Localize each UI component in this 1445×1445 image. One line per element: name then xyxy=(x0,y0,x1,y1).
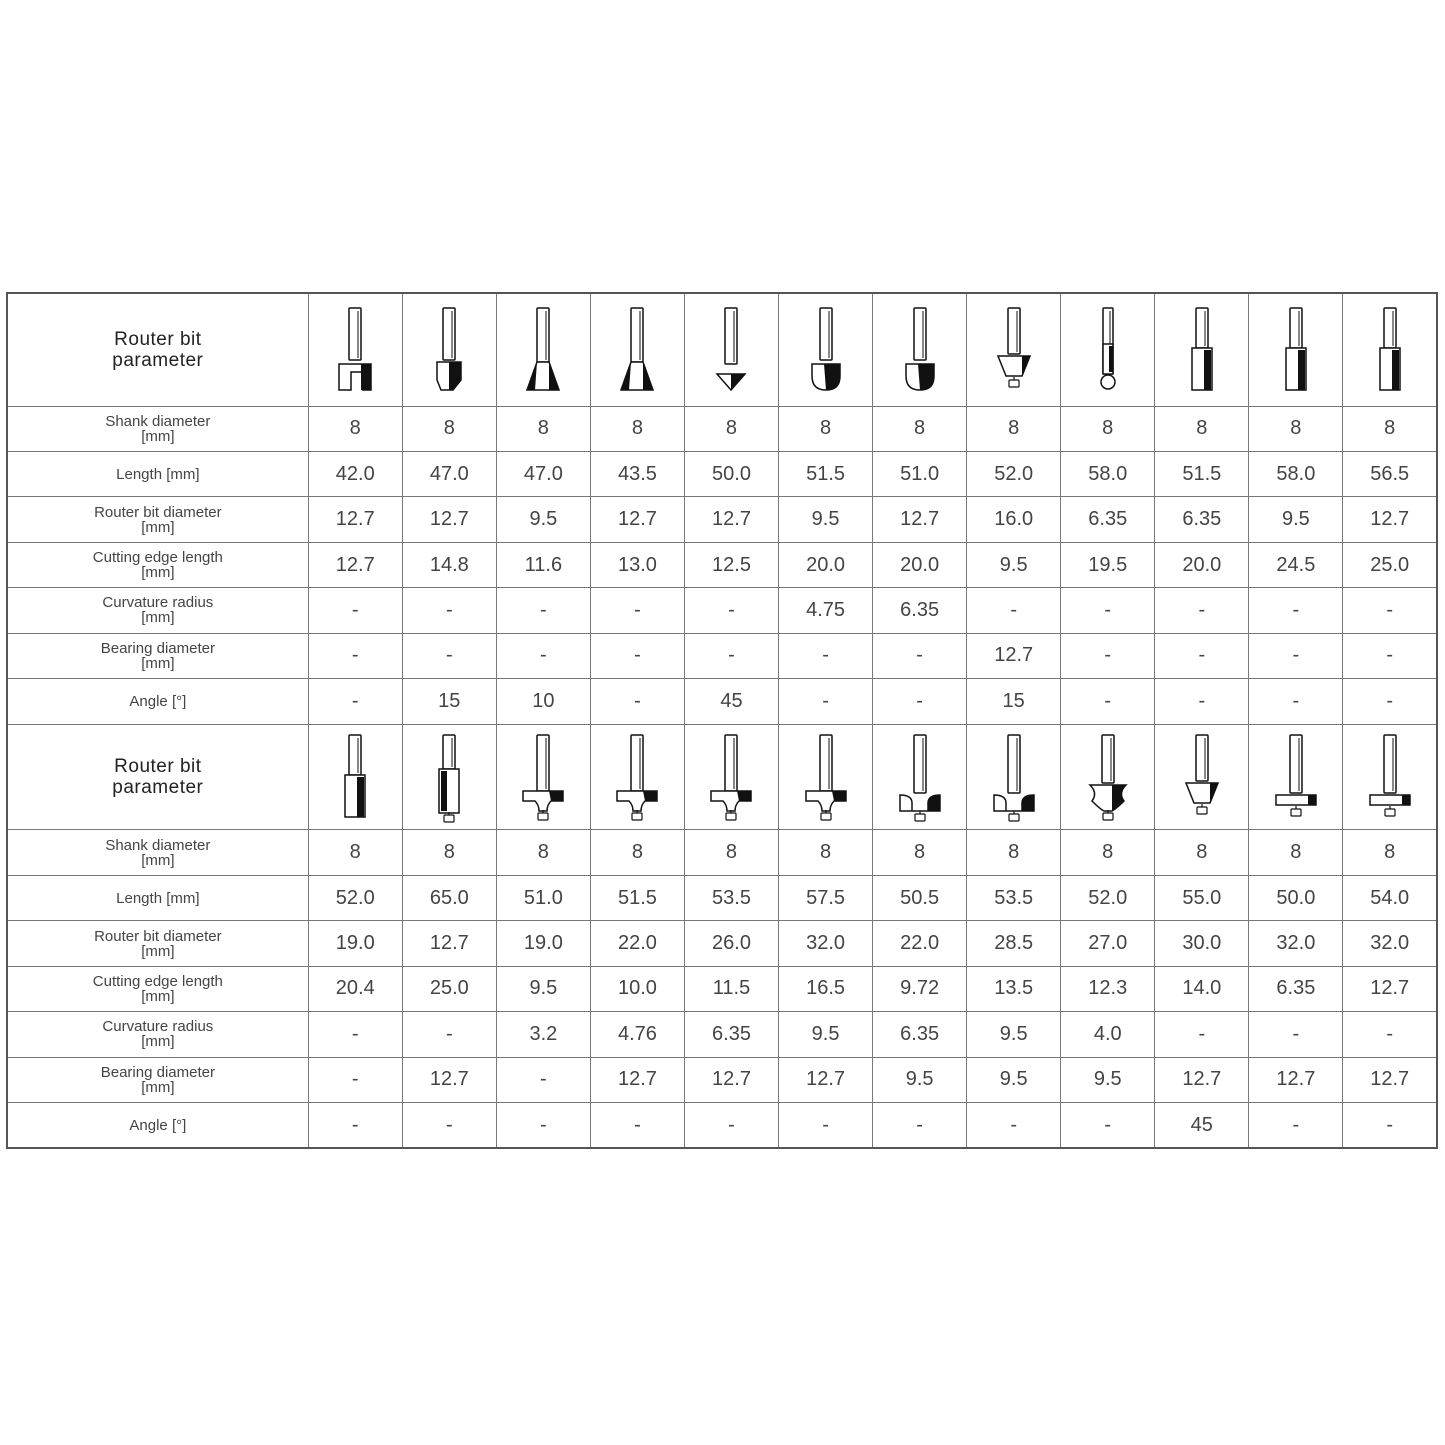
value-cell: 8 xyxy=(496,406,590,451)
param-label xyxy=(8,929,308,959)
param-row-cutting xyxy=(7,542,1437,587)
param-row-angle xyxy=(7,1103,1437,1148)
value-cell: - xyxy=(684,633,778,678)
value-cell: - xyxy=(873,679,967,724)
param-row-angle xyxy=(7,679,1437,724)
value-cell: - xyxy=(967,588,1061,633)
value-cell: 12.7 xyxy=(1249,1057,1343,1102)
param-label xyxy=(8,1019,308,1049)
value-cell: - xyxy=(1343,1103,1437,1148)
value-cell: - xyxy=(1249,588,1343,633)
value-cell: - xyxy=(590,633,684,678)
value-cell: 55.0 xyxy=(1155,875,1249,920)
value-cell: 26.0 xyxy=(684,921,778,966)
bearing-chamfer-bit-icon xyxy=(967,304,1060,396)
value-cell: - xyxy=(308,633,402,678)
value-cell: 12.7 xyxy=(402,921,496,966)
param-name: Cutting edge length xyxy=(92,972,223,990)
param-label-cell xyxy=(7,406,308,451)
value-cell: 14.8 xyxy=(402,542,496,587)
value-cell: - xyxy=(402,1103,496,1148)
value-cell: - xyxy=(779,633,873,678)
value-cell: - xyxy=(308,1012,402,1057)
v-chamfer-bit-icon xyxy=(403,304,496,396)
value-cell: 24.5 xyxy=(1249,542,1343,587)
value-cell: - xyxy=(1155,1012,1249,1057)
param-label xyxy=(8,414,308,444)
value-cell: 8 xyxy=(967,406,1061,451)
param-label-cell xyxy=(7,875,308,920)
value-cell: 51.5 xyxy=(779,451,873,496)
value-cell: 8 xyxy=(590,830,684,875)
param-row-curvature xyxy=(7,1012,1437,1057)
value-cell: 20.0 xyxy=(1155,542,1249,587)
value-cell: 9.5 xyxy=(967,1012,1061,1057)
value-cell: 30.0 xyxy=(1155,921,1249,966)
value-cell: - xyxy=(1061,1103,1155,1148)
value-cell: 8 xyxy=(967,830,1061,875)
bit-icon-cell xyxy=(590,724,684,830)
value-cell: - xyxy=(1155,633,1249,678)
value-cell: 52.0 xyxy=(1061,875,1155,920)
param-row-cutting xyxy=(7,966,1437,1011)
dovetail-slot-bit-icon xyxy=(309,304,402,396)
cove-bit-icon xyxy=(873,731,966,823)
slot-cutter-bit-icon xyxy=(1343,731,1436,823)
param-label-cell xyxy=(7,1103,308,1148)
value-cell: 12.7 xyxy=(873,497,967,542)
value-cell: 6.35 xyxy=(873,588,967,633)
value-cell: 12.7 xyxy=(590,497,684,542)
param-row-shank xyxy=(7,830,1437,875)
param-name: Shank diameter xyxy=(105,412,211,430)
param-label xyxy=(8,641,308,671)
value-cell: 32.0 xyxy=(1343,921,1437,966)
value-cell: 12.7 xyxy=(779,1057,873,1102)
value-cell: 42.0 xyxy=(308,451,402,496)
value-cell: 54.0 xyxy=(1343,875,1437,920)
bit-icon-cell xyxy=(1061,293,1155,406)
value-cell: 22.0 xyxy=(873,921,967,966)
param-name: Bearing diameter xyxy=(100,639,215,657)
param-row-bearing xyxy=(7,1057,1437,1102)
value-cell: 9.5 xyxy=(967,1057,1061,1102)
value-cell: 50.0 xyxy=(684,451,778,496)
value-cell: 11.5 xyxy=(684,966,778,1011)
value-cell: 9.5 xyxy=(779,1012,873,1057)
value-cell: - xyxy=(1249,633,1343,678)
core-box-bit-icon xyxy=(779,304,872,396)
bit-icon-cell xyxy=(1343,293,1437,406)
value-cell: 8 xyxy=(1061,830,1155,875)
cove-bit-icon xyxy=(967,731,1060,823)
core-box-bit-icon xyxy=(873,304,966,396)
straight-bit-icon xyxy=(1155,304,1248,396)
value-cell: 43.5 xyxy=(590,451,684,496)
value-cell: 28.5 xyxy=(967,921,1061,966)
param-name: Curvature radius xyxy=(102,594,214,612)
param-name: Cutting edge length xyxy=(92,549,223,567)
value-cell: - xyxy=(1343,633,1437,678)
value-cell: 12.7 xyxy=(402,1057,496,1102)
value-cell: - xyxy=(496,1103,590,1148)
param-unit: [mm] xyxy=(141,654,175,672)
value-cell: 25.0 xyxy=(402,966,496,1011)
bit-icon-cell xyxy=(873,724,967,830)
value-cell: 4.76 xyxy=(590,1012,684,1057)
value-cell: 8 xyxy=(1343,830,1437,875)
value-cell: 20.4 xyxy=(308,966,402,1011)
value-cell: 22.0 xyxy=(590,921,684,966)
value-cell: 19.5 xyxy=(1061,542,1155,587)
header-label: Router bit parameter xyxy=(112,328,204,371)
value-cell: 8 xyxy=(402,406,496,451)
param-row-length xyxy=(7,451,1437,496)
value-cell: 8 xyxy=(1155,406,1249,451)
value-cell: 14.0 xyxy=(1155,966,1249,1011)
bit-icon-cell xyxy=(402,724,496,830)
value-cell: 51.0 xyxy=(496,875,590,920)
roundover-bit-icon xyxy=(497,731,590,823)
value-cell: - xyxy=(1061,633,1155,678)
value-cell: 32.0 xyxy=(1249,921,1343,966)
bit-icon-cell xyxy=(402,293,496,406)
bit-icon-cell xyxy=(1155,293,1249,406)
bit-icon-cell xyxy=(779,724,873,830)
value-cell: - xyxy=(402,633,496,678)
param-unit: [mm] xyxy=(141,564,175,582)
value-cell: 58.0 xyxy=(1249,451,1343,496)
value-cell: - xyxy=(1061,679,1155,724)
bit-icon-cell xyxy=(1155,724,1249,830)
value-cell: 9.5 xyxy=(1249,497,1343,542)
value-cell: - xyxy=(590,588,684,633)
value-cell: 53.5 xyxy=(967,875,1061,920)
header-label: Router bit parameter xyxy=(112,755,204,798)
bit-icon-cell xyxy=(1343,724,1437,830)
value-cell: 12.7 xyxy=(1155,1057,1249,1102)
value-cell: 20.0 xyxy=(873,542,967,587)
param-unit: [mm] xyxy=(141,609,175,627)
value-cell: 50.0 xyxy=(1249,875,1343,920)
param-label-cell xyxy=(7,921,308,966)
value-cell: - xyxy=(684,588,778,633)
bit-icon-cell xyxy=(308,724,402,830)
value-cell: 9.5 xyxy=(496,497,590,542)
bit-icon-cell xyxy=(1061,724,1155,830)
value-cell: - xyxy=(1249,1012,1343,1057)
value-cell: 53.5 xyxy=(684,875,778,920)
value-cell: 8 xyxy=(779,830,873,875)
bit-icon-cell xyxy=(684,293,778,406)
value-cell: 8 xyxy=(1343,406,1437,451)
value-cell: 52.0 xyxy=(967,451,1061,496)
value-cell: - xyxy=(1249,679,1343,724)
param-label-cell xyxy=(7,451,308,496)
param-unit: [mm] xyxy=(141,942,175,960)
value-cell: 16.5 xyxy=(779,966,873,1011)
dovetail-bit-icon xyxy=(591,304,684,396)
value-cell: 47.0 xyxy=(496,451,590,496)
value-cell: 8 xyxy=(1155,830,1249,875)
value-cell: 51.0 xyxy=(873,451,967,496)
value-cell: 6.35 xyxy=(873,1012,967,1057)
param-name: Angle [°] xyxy=(129,692,187,710)
value-cell: 12.7 xyxy=(308,542,402,587)
param-name: Router bit diameter xyxy=(94,927,222,945)
param-label xyxy=(8,974,308,1004)
straight-bit-icon xyxy=(1343,304,1436,396)
value-cell: 15 xyxy=(402,679,496,724)
value-cell: 4.0 xyxy=(1061,1012,1155,1057)
bit-icon-cell xyxy=(967,293,1061,406)
value-cell: 15 xyxy=(967,679,1061,724)
value-cell: 9.5 xyxy=(496,966,590,1011)
param-label xyxy=(8,891,308,906)
straight-bit-icon xyxy=(309,731,402,823)
value-cell: 10.0 xyxy=(590,966,684,1011)
roundover-bit-icon xyxy=(685,731,778,823)
value-cell: 51.5 xyxy=(1155,451,1249,496)
value-cell: 8 xyxy=(873,406,967,451)
value-cell: - xyxy=(779,1103,873,1148)
value-cell: - xyxy=(496,1057,590,1102)
value-cell: 8 xyxy=(590,406,684,451)
value-cell: 12.7 xyxy=(1343,1057,1437,1102)
bit-icon-cell xyxy=(1249,293,1343,406)
param-label-cell xyxy=(7,830,308,875)
value-cell: 8 xyxy=(496,830,590,875)
value-cell: 58.0 xyxy=(1061,451,1155,496)
value-cell: 6.35 xyxy=(1249,966,1343,1011)
value-cell: - xyxy=(308,1057,402,1102)
value-cell: 8 xyxy=(684,406,778,451)
value-cell: 9.5 xyxy=(967,542,1061,587)
param-name: Shank diameter xyxy=(105,836,211,854)
straight-bit-icon xyxy=(1249,304,1342,396)
value-cell: 12.3 xyxy=(1061,966,1155,1011)
value-cell: 12.7 xyxy=(967,633,1061,678)
value-cell: 56.5 xyxy=(1343,451,1437,496)
param-unit: [mm] xyxy=(141,987,175,1005)
header-label-cell xyxy=(7,724,308,830)
value-cell: 13.0 xyxy=(590,542,684,587)
param-name: Angle [°] xyxy=(129,1116,187,1134)
param-unit: [mm] xyxy=(141,1033,175,1051)
value-cell: 9.5 xyxy=(1061,1057,1155,1102)
value-cell: 12.7 xyxy=(308,497,402,542)
param-unit: [mm] xyxy=(141,1078,175,1096)
param-label xyxy=(8,550,308,580)
roundover-bit-icon xyxy=(591,731,684,823)
value-cell: - xyxy=(684,1103,778,1148)
value-cell: - xyxy=(1343,1012,1437,1057)
param-unit: [mm] xyxy=(141,518,175,536)
param-unit: [mm] xyxy=(141,427,175,445)
value-cell: 8 xyxy=(402,830,496,875)
value-cell: - xyxy=(308,679,402,724)
param-label-cell xyxy=(7,1057,308,1102)
bit-icon-cell xyxy=(590,293,684,406)
value-cell: 3.2 xyxy=(496,1012,590,1057)
param-name: Bearing diameter xyxy=(100,1063,215,1081)
value-cell: 19.0 xyxy=(496,921,590,966)
value-cell: 45 xyxy=(684,679,778,724)
value-cell: - xyxy=(1155,588,1249,633)
v-groove-bit-icon xyxy=(685,304,778,396)
router-bit-spec-table xyxy=(6,292,1438,1149)
value-cell: - xyxy=(402,588,496,633)
value-cell: 12.7 xyxy=(1343,966,1437,1011)
param-label xyxy=(8,1065,308,1095)
value-cell: 8 xyxy=(1061,406,1155,451)
value-cell: 19.0 xyxy=(308,921,402,966)
param-label xyxy=(8,467,308,482)
param-row-diameter xyxy=(7,921,1437,966)
value-cell: - xyxy=(496,588,590,633)
header-label-cell xyxy=(7,293,308,406)
value-cell: - xyxy=(1343,588,1437,633)
value-cell: 9.72 xyxy=(873,966,967,1011)
value-cell: 9.5 xyxy=(779,497,873,542)
ball-end-bit-icon xyxy=(1061,304,1154,396)
value-cell: 12.7 xyxy=(1343,497,1437,542)
ogee-bit-icon xyxy=(1061,731,1154,823)
flush-trim-bit-icon xyxy=(403,731,496,823)
value-cell: 10 xyxy=(496,679,590,724)
value-cell: - xyxy=(590,679,684,724)
param-row-bearing xyxy=(7,633,1437,678)
value-cell: 25.0 xyxy=(1343,542,1437,587)
header-row xyxy=(7,293,1437,406)
value-cell: - xyxy=(496,633,590,678)
param-name: Router bit diameter xyxy=(94,503,222,521)
roundover-bit-icon xyxy=(779,731,872,823)
value-cell: - xyxy=(1061,588,1155,633)
slot-cutter-bit-icon xyxy=(1249,731,1342,823)
value-cell: 12.7 xyxy=(684,497,778,542)
value-cell: - xyxy=(1249,1103,1343,1148)
param-label-cell xyxy=(7,1012,308,1057)
header-row xyxy=(7,724,1437,830)
param-label xyxy=(8,838,308,868)
param-label-cell xyxy=(7,679,308,724)
param-label-cell xyxy=(7,966,308,1011)
param-row-curvature xyxy=(7,588,1437,633)
param-label-cell xyxy=(7,633,308,678)
bit-icon-cell xyxy=(496,293,590,406)
value-cell: 9.5 xyxy=(873,1057,967,1102)
value-cell: 8 xyxy=(308,406,402,451)
param-label-cell xyxy=(7,497,308,542)
bit-icon-cell xyxy=(779,293,873,406)
value-cell: - xyxy=(308,588,402,633)
param-name: Length [mm] xyxy=(116,889,200,907)
value-cell: 8 xyxy=(873,830,967,875)
value-cell: 8 xyxy=(308,830,402,875)
bearing-chamfer-bit-icon xyxy=(1155,731,1248,823)
value-cell: 45 xyxy=(1155,1103,1249,1148)
value-cell: - xyxy=(1343,679,1437,724)
value-cell: 4.75 xyxy=(779,588,873,633)
bit-icon-cell xyxy=(1249,724,1343,830)
value-cell: 12.7 xyxy=(684,1057,778,1102)
value-cell: 27.0 xyxy=(1061,921,1155,966)
bit-icon-cell xyxy=(308,293,402,406)
value-cell: 57.5 xyxy=(779,875,873,920)
value-cell: 6.35 xyxy=(1061,497,1155,542)
bit-icon-cell xyxy=(496,724,590,830)
param-label-cell xyxy=(7,542,308,587)
param-name: Length [mm] xyxy=(116,465,200,483)
bit-icon-cell xyxy=(967,724,1061,830)
param-label xyxy=(8,1118,308,1133)
value-cell: 51.5 xyxy=(590,875,684,920)
value-cell: 12.7 xyxy=(402,497,496,542)
value-cell: 8 xyxy=(779,406,873,451)
bit-icon-cell xyxy=(873,293,967,406)
bit-icon-cell xyxy=(684,724,778,830)
value-cell: - xyxy=(873,633,967,678)
value-cell: 6.35 xyxy=(1155,497,1249,542)
value-cell: 6.35 xyxy=(684,1012,778,1057)
param-label xyxy=(8,595,308,625)
value-cell: - xyxy=(590,1103,684,1148)
param-row-diameter xyxy=(7,497,1437,542)
value-cell: 52.0 xyxy=(308,875,402,920)
param-label xyxy=(8,694,308,709)
value-cell: - xyxy=(402,1012,496,1057)
value-cell: 11.6 xyxy=(496,542,590,587)
value-cell: 8 xyxy=(684,830,778,875)
value-cell: 20.0 xyxy=(779,542,873,587)
value-cell: 16.0 xyxy=(967,497,1061,542)
dovetail-bit-icon xyxy=(497,304,590,396)
value-cell: 65.0 xyxy=(402,875,496,920)
value-cell: - xyxy=(873,1103,967,1148)
param-row-length xyxy=(7,875,1437,920)
param-label xyxy=(8,505,308,535)
value-cell: 12.5 xyxy=(684,542,778,587)
value-cell: 12.7 xyxy=(590,1057,684,1102)
param-label-cell xyxy=(7,588,308,633)
value-cell: - xyxy=(1155,679,1249,724)
param-name: Curvature radius xyxy=(102,1018,214,1036)
value-cell: 13.5 xyxy=(967,966,1061,1011)
value-cell: 8 xyxy=(1249,406,1343,451)
param-unit: [mm] xyxy=(141,851,175,869)
value-cell: - xyxy=(779,679,873,724)
value-cell: 50.5 xyxy=(873,875,967,920)
value-cell: 47.0 xyxy=(402,451,496,496)
value-cell: - xyxy=(308,1103,402,1148)
value-cell: 32.0 xyxy=(779,921,873,966)
param-row-shank xyxy=(7,406,1437,451)
value-cell: - xyxy=(967,1103,1061,1148)
value-cell: 8 xyxy=(1249,830,1343,875)
